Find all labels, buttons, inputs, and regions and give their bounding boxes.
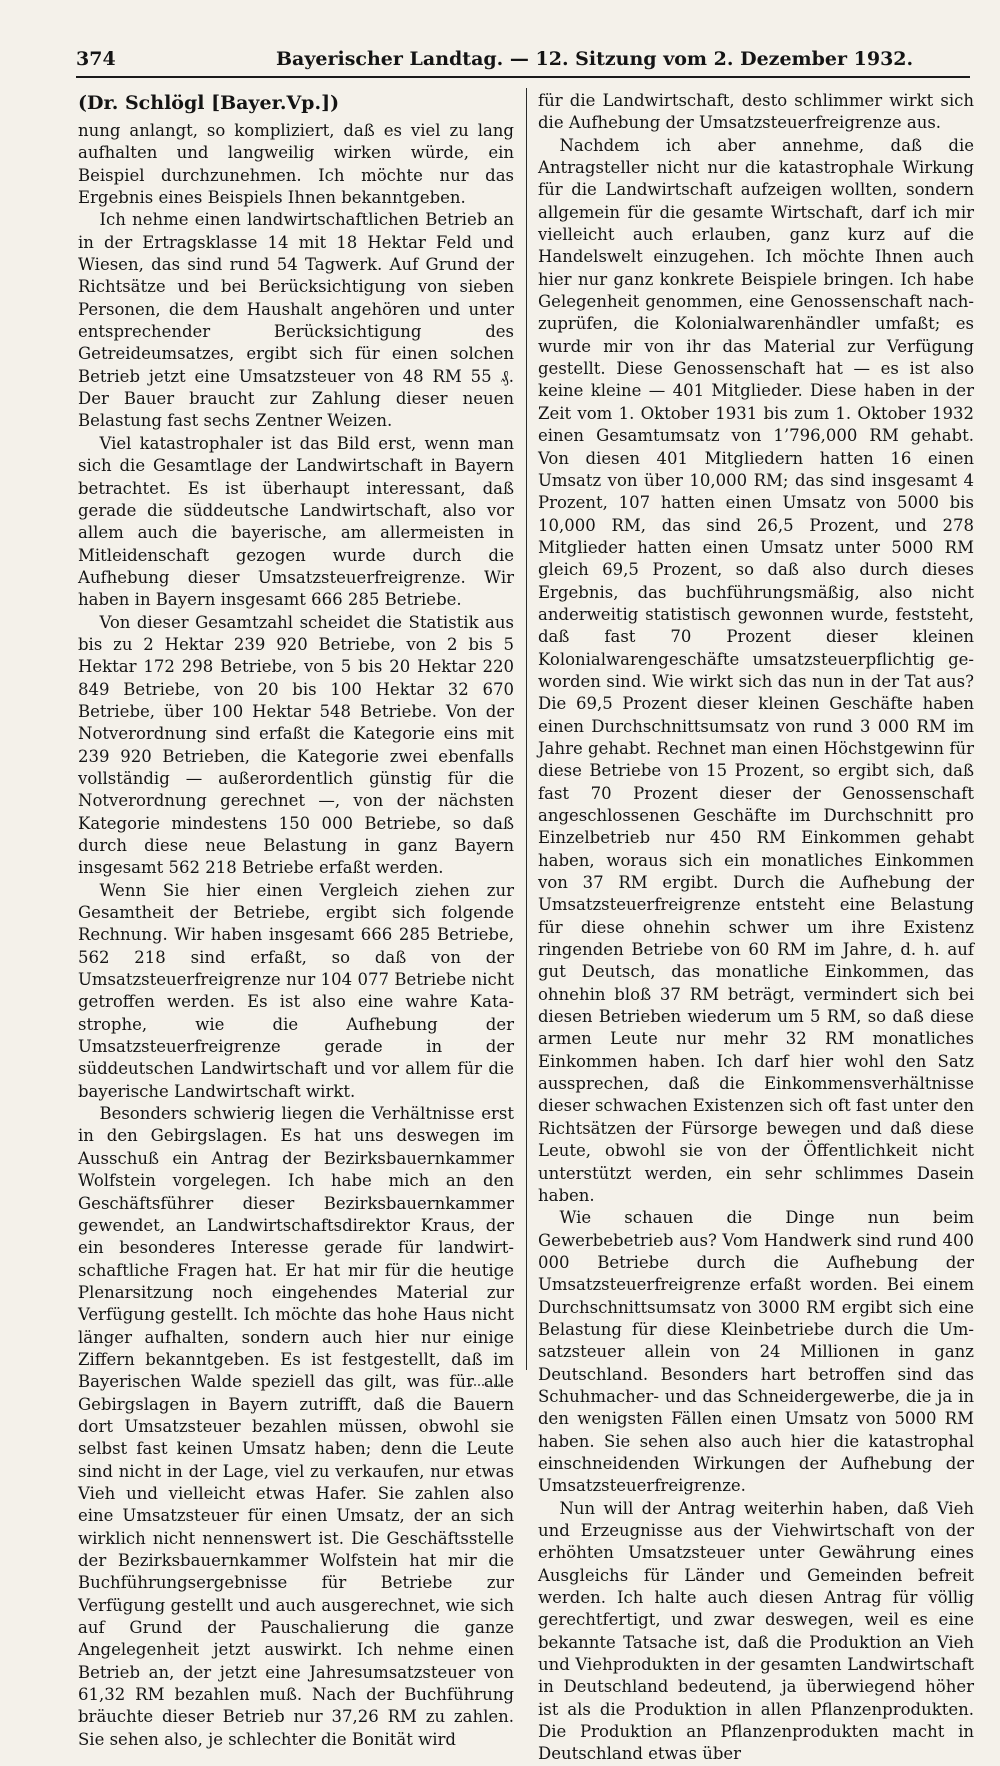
paragraph: Besonders schwierig liegen die Verhältnisse erst in den Gebirgslagen. Es hat uns deswegen im Ausschuß ein Antrag der Bezirksbauernkammer Wolfstein vorgelegen. Ich habe mich an den Geschäftsführer dieser Bezirksbauernkammer gewendet, an Landwirtschaftsdirektor Kraus, der ein besonderes Interesse gerade für landwirtschaftliche Fragen hat. Er hat mir für die heutige Plenarsitzung noch eingehendes Material zur Verfügung gestellt. Ich möchte das hohe Haus nicht länger aufhalten, sondern auch hier nur einige Ziffern bekanntgeben. Es ist festgestellt, daß im Bayerischen Walde speziell das gilt, was für alle Gebirgslagen in Bayern zutrifft, daß die Bauern dort Umsatzsteuer bezahlen müssen, obwohl sie selbst fast keinen Umsatz haben; denn die Leute sind nicht in der Lage, viel zu verkaufen, nur etwas Vieh und vielleicht etwas Hafer. Sie zahlen also eine Umsatzsteuer für einen Umsatz, der an sich wirklich nicht nennenswert ist. Die Geschäftsstelle der Bezirksbauernkammer Wolfstein hat mir die Buchführungsergebnisse für Betriebe zur Verfügung gestellt und auch ausgerechnet, wie sich auf Grund der Pauschalierung die ganze Angelegenheit jetzt auswirkt. Ich nehme einen Betrieb an, der jetzt eine Jahresumsatzsteuer von 61,32 RM bezahlen muß. Nach der Buchführung bräuchte dieser Betrieb nur 37,26 RM zu zahlen. Sie sehen also, je schlechter die Bonität wird	[78, 1104, 514, 1749]
paragraph: Ich nehme einen landwirtschaftlichen Betrieb an in der Ertragsklasse 14 mit 18 Hektar Feld und Wiesen, das sind rund 54 Tagwerk. Auf Grund der Richtsätze und bei Berücksichtigung von sieben Personen, die dem Haushalt angehören und unter entsprechender Berücksichtigung des Getreideumsatzes, ergibt sich für einen solchen Betrieb jetzt eine Umsatzsteuer von 48 RM 55 ₰. Der Bauer braucht zur Zahlung dieser neuen Belastung fast sechs Zentner Weizen.	[78, 210, 514, 431]
left-column	[78, 90, 514, 1749]
paragraph: für die Landwirtschaft, desto schlimmer wirkt sich die Aufhebung der Umsatzsteuerfreigrenze aus.	[538, 91, 974, 133]
paragraph: Nun will der Antrag weiterhin haben, daß Vieh und Erzeugnisse aus der Viehwirtschaft von der erhöhten Umsatzsteuer unter Gewährung eines Ausgleichs für Länder und Gemeinden befreit werden. Ich halte auch diesen Antrag für völlig gerechtfertigt, und zwar deswegen, weil es eine bekannte Tatsache ist, daß die Produktion an Vieh und Viehprodukten in der gesamten Landwirtschaft in Deutschland bedeutend, ja überwiegend höher ist als die Produktion in allen Pflanzenprodukten. Die Produktion an Pflanzenprodukten macht in Deutschland etwas über	[538, 1498, 974, 1764]
paragraph: Nachdem ich aber annehme, daß die Antragsteller nicht nur die katastrophale Wirkung für die Landwirtschaft aufzeigen wollten, sondern allgemein für die gesamte Wirtschaft, darf ich mir vielleicht auch erlauben, ganz kurz auf die Handelswelt einzugehen. Ich möchte Ihnen auch hier nur ganz konkrete Beispiele bringen. Ich habe Gelegenheit genommen, eine Genossenschaft nachzuprüfen, die Kolonialwarenhändler umfaßt; es wurde mir von ihr das Material zur Verfügung gestellt. Diese Genossenschaft hat — es ist also keine kleine — 401 Mitglieder. Diese haben in der Zeit vom 1. Oktober 1931 bis zum 1. Oktober 1932 einen Gesamtumsatz von 1’796,000 RM gehabt. Von diesen 401 Mitgliedern hatten 16 einen Umsatz von über 10,000 RM; das sind insgesamt 4 Prozent, 107 hatten einen Umsatz von 5000 bis 10,000 RM, das sind 26,5 Prozent, und 278 Mitglieder hatten einen Umsatz unter 5000 RM gleich 69,5 Prozent, so daß also durch dieses Ergebnis, das buchführungsmäßig, also nicht anderweitig statistisch gewonnen wurde, feststeht, daß fast 70 Prozent dieser kleinen Kolonialwarengeschäfte umsatzsteuerpflichtig geworden sind. Wie wirkt sich das nun in der Tat aus? Die 69,5 Prozent dieser kleinen Geschäfte haben einen Durchschnittsumsatz von rund 3 000 RM im Jahre gehabt. Rechnet man einen Höchstgewinn für diese Betriebe von 15 Prozent, so ergibt sich, daß fast 70 Prozent dieser der Genossenschaft angeschlossenen Geschäfte im Durchschnitt pro Einzelbetrieb nur 450 RM Einkommen gehabt haben, woraus sich ein monatliches Einkommen von 37 RM ergibt. Durch die Aufhebung der Umsatzsteuerfreigrenze entsteht eine Belastung für diese ohnehin schwer um ihre Existenz ringenden Betriebe von 60 RM im Jahre, d. h. auf gut Deutsch, das monatliche Einkommen, das ohnehin bloß 37 RM beträgt, vermindert sich bei diesen Betrieben wiederum um 5 RM, so daß diese armen Leute nur mehr 32 RM monatliches Einkommen haben. Ich darf hier wohl den Satz aussprechen, daß die Einkommensverhältnisse dieser schwachen Existenzen sich oft fast unter den Richtsätzen der Fürsorge bewegen und daß diese Leute, obwohl sie von der Öffentlichkeit nicht unterstützt werden, ein sehr schlimmes Dasein haben.	[538, 135, 975, 1205]
paragraph: Wie schauen die Dinge nun beim Gewerbebetrieb aus? Vom Handwerk sind rund 400 000 Betriebe durch die Aufhebung der Umsatzsteuerfreigrenze erfaßt worden. Bei einem Durchschnittsumsatz von 3000 RM ergibt sich eine Belastung für diese Kleinbetriebe durch die Umsatzsteuer allein von 24 Millionen in ganz Deutschland. Besonders hart betroffen sind das Schuhmacher- und das Schneidergewerbe, die ja in den wenigsten Fällen einen Umsatz von 5000 RM haben. Sie sehen also auch hier die katastrophal einschneidenden Wirkungen der Aufhebung der Umsatzsteuerfreigrenze.	[538, 1208, 974, 1496]
right-column	[538, 90, 975, 1764]
paragraph: Wenn Sie hier einen Vergleich ziehen zur Gesamtheit der Betriebe, ergibt sich folgende Rechnung. Wir haben insgesamt 666 285 Betriebe, 562 218 sind erfaßt, so daß von der Umsatzsteuerfreigrenze nur 104 077 Betriebe nicht getroffen werden. Es ist also eine wahre Katastrophe, wie die Aufhebung der Umsatzsteuerfreigrenze gerade in der süddeutschen Landwirtschaft und vor allem für die bayerische Landwirtschaft wirkt.	[78, 880, 514, 1101]
footer-mark	[470, 1384, 504, 1386]
column-divider	[526, 88, 527, 1370]
speaker-label: (Dr. Schlögl [Bayer.Vp.])	[78, 92, 340, 114]
page-header	[76, 42, 970, 78]
running-title: Bayerischer Landtag. — 12. Sitzung vom 2. Dezember 1932.	[276, 48, 914, 70]
page-number: 374	[76, 48, 116, 70]
paragraph: Viel katastrophaler ist das Bild erst, wenn man sich die Gesamtlage der Landwirtschaft in Bayern betrachtet. Es ist überhaupt interessant, daß gerade die süddeutsche Landwirtschaft, also vor allem auch die bayerische, am allermeisten in Mitleidenschaft gezogen wurde durch die Aufhebung dieser Umsatzsteuerfreigrenze. Wir haben in Bayern insgesamt 666 285 Betriebe.	[78, 433, 514, 610]
paragraph: Von dieser Gesamtzahl scheidet die Statistik aus bis zu 2 Hektar 239 920 Betriebe, von 2 bis 5 Hektar 172 298 Betriebe, von 5 bis 20 Hektar 220 849 Betriebe, von 20 bis 100 Hektar 32 670 Betriebe, über 100 Hektar 548 Betriebe. Von der Notverordnung sind erfaßt die Kategorie eins mit 239 920 Betrieben, die Kategorie zwei ebenfalls vollständig — außerordentlich günstig für die Notverordnung gerechnet —, von der nächsten Kategorie mindestens 150 000 Betriebe, so daß durch diese neue Belastung in ganz Bayern insgesamt 562 218 Betriebe erfaßt werden.	[78, 612, 514, 878]
paragraph: nung anlangt, so kompliziert, daß es viel zu lang aufhalten und langweilig wirken würde, ein Beispiel durchzunehmen. Ich möchte nur das Ergebnis eines Beispiels Ihnen bekanntgeben.	[78, 121, 514, 208]
